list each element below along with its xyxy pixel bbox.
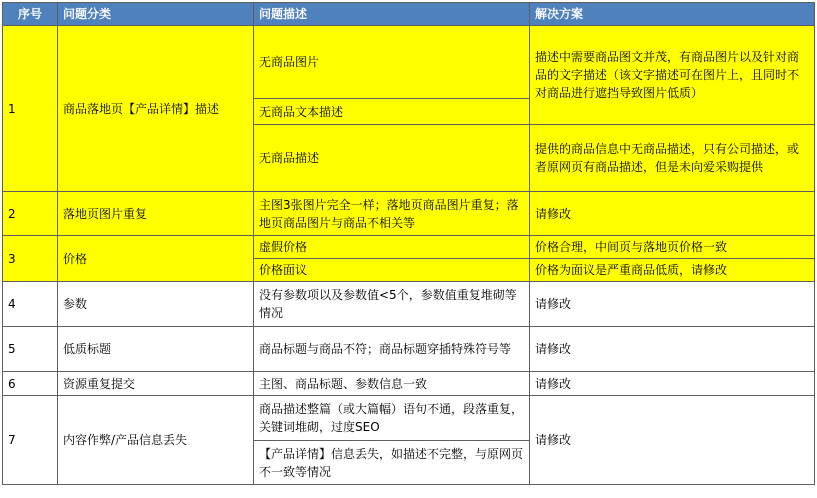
row-number: 2	[3, 192, 58, 236]
row-number: 7	[3, 396, 58, 485]
description-cell: 无商品描述	[254, 125, 530, 192]
solution-cell: 请修改	[530, 372, 815, 396]
header-description: 问题描述	[254, 3, 530, 26]
solution-cell: 提供的商品信息中无商品描述，只有公司描述，或者原网页有商品描述，但是未向爱采购提供	[530, 125, 815, 192]
table-row	[3, 192, 815, 236]
category-cell: 低质标题	[58, 327, 254, 372]
issues-table	[2, 2, 815, 485]
category-cell: 内容作弊/产品信息丢失	[58, 396, 254, 485]
table-row	[3, 396, 815, 441]
category-cell: 商品落地页【产品详情】描述	[58, 26, 254, 192]
description-cell: 商品描述整篇（或大篇幅）语句不通，段落重复，关键词堆砌，过度SEO	[254, 396, 530, 441]
category-cell: 价格	[58, 236, 254, 282]
description-cell: 无商品文本描述	[254, 99, 530, 125]
description-cell: 无商品图片	[254, 26, 530, 99]
table-row	[3, 327, 815, 372]
description-cell: 商品标题与商品不符；商品标题穿插特殊符号等	[254, 327, 530, 372]
header-solution: 解决方案	[530, 3, 815, 26]
description-cell: 【产品详情】信息丢失，如描述不完整，与原网页不一致等情况	[254, 441, 530, 485]
header-no: 序号	[3, 3, 58, 26]
category-cell: 落地页图片重复	[58, 192, 254, 236]
solution-cell: 请修改	[530, 192, 815, 236]
solution-cell: 描述中需要商品图文并茂，有商品图片以及针对商品的文字描述（该文字描述可在图片上，且同时不对商品进行遮挡导致图片低质）	[530, 26, 815, 125]
row-number: 1	[3, 26, 58, 192]
solution-cell: 价格为面议是严重商品低质，请修改	[530, 259, 815, 282]
description-cell: 主图3张图片完全一样；落地页商品图片重复；落地页商品图片与商品不相关等	[254, 192, 530, 236]
solution-cell: 请修改	[530, 327, 815, 372]
category-cell: 资源重复提交	[58, 372, 254, 396]
table-row	[3, 282, 815, 327]
solution-cell: 请修改	[530, 282, 815, 327]
table-row	[3, 236, 815, 259]
description-cell: 价格面议	[254, 259, 530, 282]
description-cell: 没有参数项以及参数值<5个，参数值重复堆砌等情况	[254, 282, 530, 327]
header-category: 问题分类	[58, 3, 254, 26]
solution-cell: 请修改	[530, 396, 815, 485]
row-number: 3	[3, 236, 58, 282]
row-number: 5	[3, 327, 58, 372]
description-cell: 虚假价格	[254, 236, 530, 259]
solution-cell: 价格合理，中间页与落地页价格一致	[530, 236, 815, 259]
table-row	[3, 26, 815, 99]
header-row	[3, 3, 815, 26]
category-cell: 参数	[58, 282, 254, 327]
row-number: 4	[3, 282, 58, 327]
description-cell: 主图、商品标题、参数信息一致	[254, 372, 530, 396]
row-number: 6	[3, 372, 58, 396]
table-row	[3, 372, 815, 396]
